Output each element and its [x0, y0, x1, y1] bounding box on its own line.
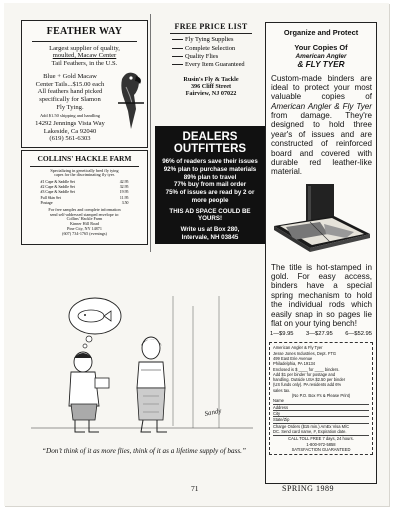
feather-way-offer: Fly Tying. [56, 103, 84, 111]
order-line: American Angler & Fly Tyer [273, 345, 323, 351]
free-list-rule [170, 33, 252, 34]
feather-way-phone: (619) 561-6303 [49, 135, 91, 143]
dealers-stat: more people [191, 196, 229, 204]
free-list-items [172, 36, 266, 69]
binder-illustration [270, 182, 374, 260]
feather-way-line: moulted, Macaw Center [52, 52, 117, 60]
dealers-cta: YOURS! [197, 215, 223, 223]
order-coupon [269, 342, 373, 455]
order-line: handling. Outside USA $2.50 per binder [273, 377, 346, 383]
state-zip-field[interactable]: State/Zip [273, 417, 369, 423]
price-value: 11.95 [119, 195, 129, 200]
binder-headline: Organize and Protect [283, 28, 359, 37]
list-item: Complete Selection [172, 45, 266, 53]
dealers-stat: 96% of readers save their issues [162, 158, 258, 166]
free-list-street: 396 Cliff Street [190, 82, 232, 90]
binder-description [266, 70, 376, 177]
dealers-headline: DEALERS [182, 131, 238, 143]
order-line: Add $1 per binder for postage and [273, 371, 336, 377]
charge-line: DC. Send card name, #, Expiration date. [273, 428, 347, 434]
feather-way-ad [21, 20, 148, 148]
price-value: 42.95 [119, 180, 129, 185]
binder-brand: American Angler [295, 52, 347, 60]
binder-body-text: Custom-made binders are ideal to protect your most valuable copies of [271, 73, 372, 102]
dealers-stat: 92% plan to purchase materials [163, 165, 257, 173]
price-item: #2 Cape & Saddle Set [40, 185, 75, 190]
order-line: Jesse Jones Industries, Dept. FTG [273, 350, 337, 356]
dealers-stat: 77% buy from mail order [173, 181, 247, 189]
price-row [41, 201, 129, 206]
page-number: 71 [191, 484, 199, 493]
price-value: 32.95 [119, 185, 129, 190]
address-field[interactable]: Address [273, 405, 369, 411]
price-item: #1 Cape & Saddle Set [40, 180, 75, 185]
call-line: CALL TOLL FREE 7 days, 24 hours. [273, 435, 369, 441]
collins-outro: Collins' Hackle Farm [66, 216, 103, 222]
city-field[interactable]: City [273, 411, 369, 417]
binder-body-text: from damage. They're designed to hold three year's of issues and are constructed of reinforced board and covered with durable red leather-like material. [271, 111, 372, 177]
binder-price: 3—$27.95 [306, 331, 333, 338]
dealers-stat: 89% plan to travel [183, 173, 237, 181]
binder-ad [265, 22, 377, 484]
collins-outro: For free samples and complete information [48, 206, 121, 212]
free-list-city: Fairview, NJ 07022 [185, 89, 237, 97]
feather-way-rule [32, 41, 137, 42]
order-line: (US funds only). PA residents add 6% [273, 382, 342, 388]
macaw-illustration [116, 69, 148, 131]
feather-way-offer: Center Tails...$15.00 each [35, 80, 105, 88]
collins-price-list [41, 180, 129, 205]
cartoon-illustration [23, 286, 265, 446]
dealers-contact: Intervale, NH 03845 [181, 233, 239, 241]
binder-body-text: The title is hot-stamped in gold. For easy access, binders have a special spring mechanism to hold the individual rods which easily snap in so pages lie flat on your tying bench! [271, 262, 372, 328]
list-item: Quality Flies [172, 53, 266, 61]
binder-photo [270, 182, 372, 260]
price-item: #3 Cape & Saddle Set [40, 190, 75, 195]
collins-intro: Specializing in genetically bred fly tying [50, 167, 119, 173]
call-guarantee: SATISFACTION GUARANTEED [291, 446, 351, 452]
cartoon-caption: “Don’t think of it as more flies, think of it as a lifetime supply of bass.” [42, 447, 246, 455]
collins-outro: Pine City, NY 14871 [67, 225, 102, 231]
binder-brand: & FLY TYER [297, 60, 345, 70]
issue-date: SPRING 1989 [282, 484, 334, 493]
collins-hackle-farm-ad [21, 150, 148, 245]
feather-way-address: Lakeside, Ca 92040 [43, 127, 97, 135]
binder-body-brand: American Angler & Fly Tyer [271, 101, 372, 111]
price-item: Full Skin Set [40, 195, 61, 200]
binder-price: 1—$9.95 [270, 331, 294, 338]
feather-way-address: 14292 Jennings Vista Way [35, 120, 105, 128]
feather-way-shipping: Add $1.50 shipping and handling [39, 113, 101, 119]
binder-headline: Your Copies Of [294, 42, 348, 52]
free-price-list-ad [156, 22, 266, 118]
binder-prices [266, 328, 376, 340]
dealers-contact: Write us at Box 280, [180, 226, 240, 234]
order-line: 499 East Erie Avenue [273, 355, 313, 361]
free-list-company: Rusin's Fly & Tackle [183, 75, 239, 83]
collins-phone: (607) 734-1765 (evenings) [62, 230, 107, 236]
order-line: sales tax. [273, 387, 291, 393]
order-line: Enclosed is $ ____ for ____ binders. [273, 366, 340, 372]
order-line: Philadelphia, PA 19134 [273, 361, 316, 367]
dealers-stat: 75% of issues are read by 2 or [165, 189, 255, 197]
free-list-title: FREE PRICE LIST [174, 22, 248, 31]
collins-title: COLLINS' HACKLE FARM [37, 154, 132, 163]
collins-outro: send self-addressed stamped envelope to: [49, 211, 120, 217]
feather-way-offer: specifically for Slamon [39, 95, 101, 103]
list-item: Every Item Guaranteed [172, 61, 266, 69]
price-value: 19.95 [119, 190, 129, 195]
collins-intro: capes for the discriminating fly tyer. [54, 172, 115, 178]
feather-way-line: Tail Feathers, in the U.S. [51, 59, 118, 67]
charge-line: Charge Orders ($15 min.) AmEx Visa M/C [273, 423, 350, 429]
feather-way-offer: All feathers hand picked [37, 88, 103, 96]
name-field[interactable]: Name [273, 398, 369, 404]
feather-way-line: Largest supplier of quality, [49, 44, 120, 52]
list-item: Fly Tying Supplies [172, 36, 266, 44]
price-item: Postage [40, 200, 53, 205]
call-phone: 1-800-972-5858 [306, 441, 336, 447]
dealers-outfitters-ad [155, 126, 265, 244]
svg-text:Sandy: Sandy [203, 406, 223, 418]
price-value: 3.50 [121, 200, 129, 205]
binder-price: 6—$52.95 [345, 331, 372, 338]
feather-way-title: FEATHER WAY [46, 26, 123, 37]
feather-way-offer: Blue + Gold Macaw [43, 73, 97, 81]
collins-rule [30, 166, 139, 167]
dealers-cta: THIS AD SPACE COULD BE [169, 207, 251, 215]
collins-outro: Kinner Hill Road [69, 221, 100, 227]
column-divider [150, 14, 151, 252]
dealers-headline: OUTFITTERS [173, 143, 247, 156]
order-po-note: (No P.O. Box #'s & Please Print) [291, 393, 351, 399]
